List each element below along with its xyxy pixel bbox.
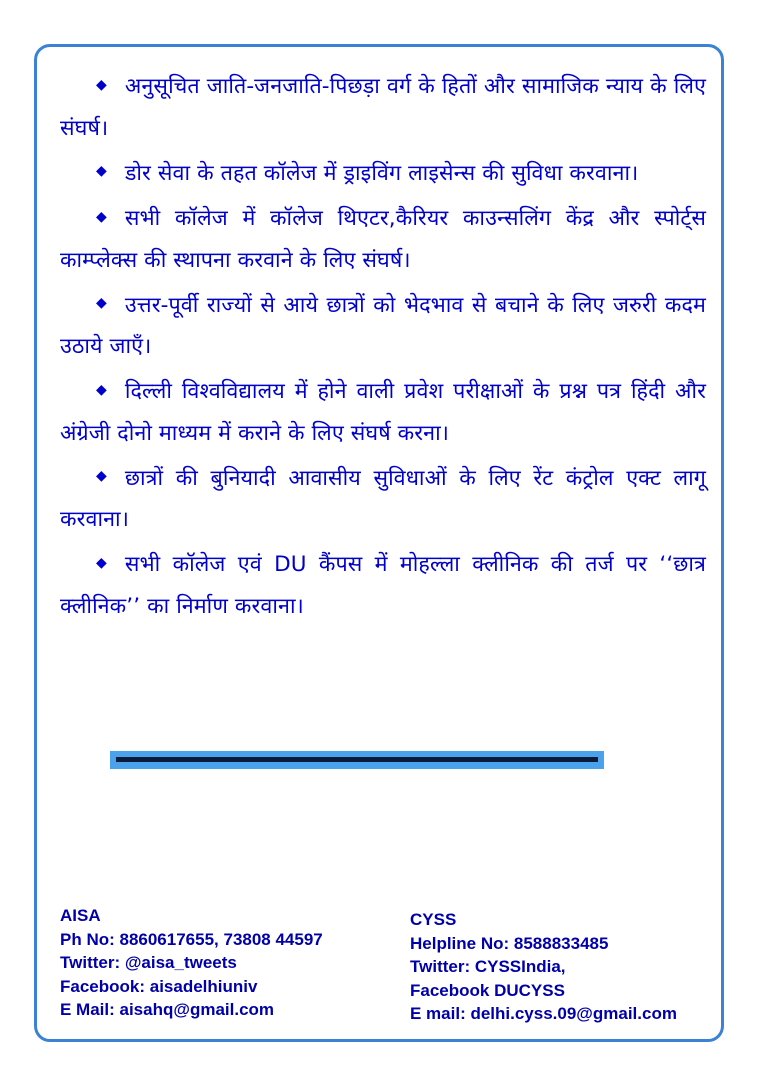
demand-item: [60, 544, 706, 627]
demand-item: [60, 458, 706, 541]
demand-text: अनुसूचित जाति-जनजाति-पिछड़ा वर्ग के हितों और सामाजिक न्याय के लिए संघर्ष।: [60, 74, 706, 141]
cyss-facebook: Facebook DUCYSS: [410, 980, 565, 1000]
aisa-contact-block: [60, 904, 323, 1022]
demand-text: डोर सेवा के तहत कॉलेज में ड्राइविंग लाइसेन्स की सुविधा करवाना।: [124, 160, 639, 186]
diamond-bullet-icon: ◆: [96, 295, 107, 311]
divider-bar-inner: [116, 757, 598, 762]
cyss-contact-block: [410, 908, 677, 1026]
aisa-email: E Mail: aisahq@gmail.com: [60, 1000, 275, 1019]
diamond-bullet-icon: ◆: [96, 208, 107, 225]
cyss-helpline: Helpline No: 8588833485: [410, 933, 609, 953]
diamond-bullet-icon: ◆: [96, 76, 107, 93]
cyss-twitter: Twitter: CYSSIndia,: [410, 957, 566, 976]
demand-text: उत्तर-पूर्वी राज्यों से आये छात्रों को भेदभाव से बचाने के लिए जरुरी कदम उठाये जाएँ।: [60, 292, 706, 359]
demands-list: [60, 66, 706, 631]
cyss-email: E mail: delhi.cyss.09@gmail.com: [410, 1004, 677, 1023]
diamond-bullet-icon: ◆: [96, 163, 107, 179]
diamond-bullet-icon: ◆: [96, 468, 107, 484]
demand-text: सभी कॉलेज में कॉलेज थिएटर,कैरियर काउन्सलिंग केंद्र और स्पोर्ट्स काम्प्लेक्स की स्थापना करवाने के लिए संघर्ष।: [60, 206, 706, 273]
demand-item: [60, 198, 706, 281]
aisa-phone: Ph No: 8860617655, 73808 44597: [60, 929, 323, 949]
demand-item: [60, 66, 706, 149]
aisa-name: AISA: [60, 906, 101, 925]
divider-bar: [110, 751, 604, 769]
demand-text: सभी कॉलेज एवं DU कैंपस में मोहल्ला क्लीनिक की तर्ज पर ‘‘छात्र क्लीनिक’’ का निर्माण करवाना।: [60, 552, 706, 619]
aisa-twitter: Twitter: @aisa_tweets: [60, 953, 237, 972]
diamond-bullet-icon: ◆: [96, 554, 107, 571]
cyss-name: CYSS: [410, 910, 457, 929]
demand-item: [60, 371, 706, 454]
demand-item: [60, 153, 706, 195]
diamond-bullet-icon: ◆: [96, 381, 107, 398]
demand-item: [60, 285, 706, 368]
demand-text: दिल्ली विश्वविद्यालय में होने वाली प्रवेश परीक्षाओं के प्रश्न पत्र हिंदी और अंग्रेजी दोनो माध्यम में कराने के लिए संघर्ष करना।: [60, 379, 706, 446]
demand-text: छात्रों की बुनियादी आवासीय सुविधाओं के लिए रेंट कंट्रोल एक्ट लागू करवाना।: [60, 465, 706, 532]
aisa-facebook: Facebook: aisadelhiuniv: [60, 976, 258, 996]
